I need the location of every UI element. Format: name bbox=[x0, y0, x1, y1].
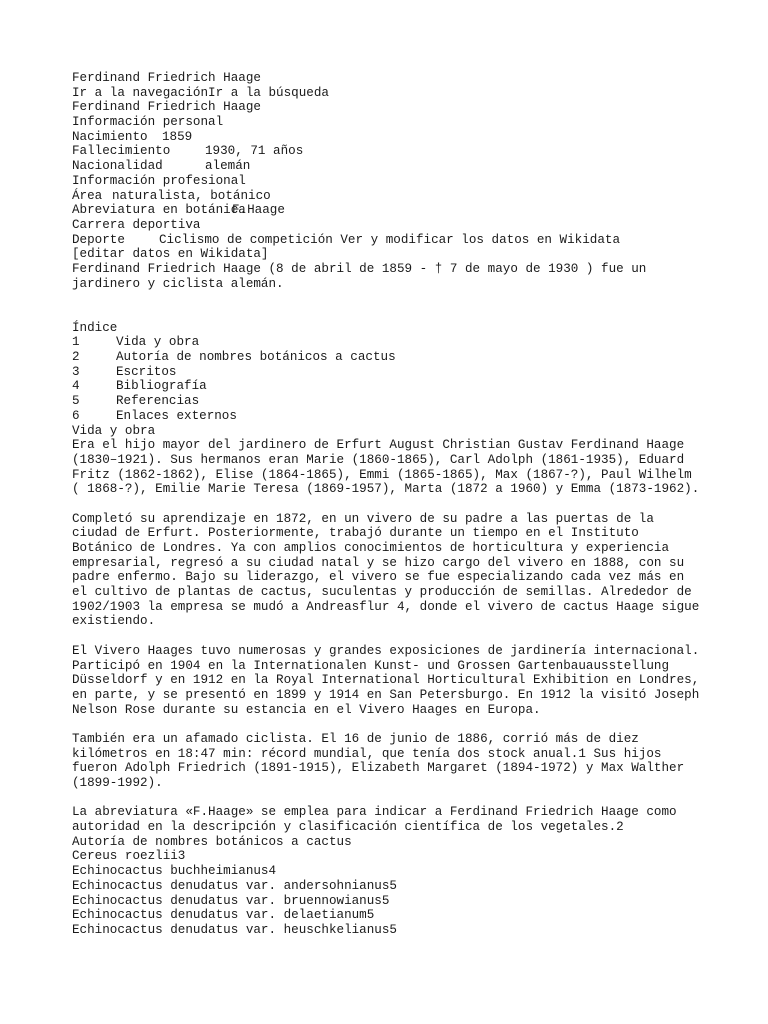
area-value[interactable]: naturalista, botánico bbox=[112, 188, 271, 203]
paragraph-line: (1899-1992). bbox=[72, 776, 163, 791]
toc-item[interactable] bbox=[72, 379, 702, 394]
paragraph-line: 1902/1903 la empresa se mudó a Andreasflur 4, donde el vivero de cactus Haage sigue bbox=[72, 599, 700, 614]
death-label: Fallecimiento bbox=[72, 144, 171, 159]
toc-item-label[interactable]: Referencias bbox=[116, 394, 200, 409]
toc-item[interactable] bbox=[72, 350, 702, 365]
edit-wikidata-link[interactable]: [editar datos en Wikidata] bbox=[72, 247, 269, 262]
paragraph-line: el cultivo de plantas de cactus, suculentas y producción de semillas. Alrededor de bbox=[72, 585, 692, 600]
toc-item-number: 5 bbox=[72, 394, 80, 409]
paragraph-line: fueron Adolph Friedrich (1891-1915), Elizabeth Margaret (1894-1972) y Max Walther bbox=[72, 761, 685, 776]
infobox-professional-heading: Información profesional bbox=[72, 173, 246, 188]
infobox bbox=[72, 115, 702, 262]
paragraph-line: Botánico de Londres. Ya con amplios conocimientos de horticultura y experiencia bbox=[72, 541, 670, 556]
paragraph-abbreviation bbox=[72, 805, 702, 834]
list-item[interactable]: Echinocactus denudatus var. bruennowianus5 bbox=[72, 893, 390, 908]
toc-item[interactable] bbox=[72, 335, 702, 350]
paragraph-line: padre enfermo. Bajo su liderazgo, el vivero se fue especializando cada vez más en bbox=[72, 570, 685, 585]
paragraph-cycling bbox=[72, 732, 702, 791]
paragraph-line: (1830–1921). Sus hermanos eran Marie (1860-1865), Carl Adolph (1861-1935), Eduard bbox=[72, 452, 685, 467]
intro-line: jardinero y ciclista alemán. bbox=[72, 276, 284, 291]
list-item[interactable]: Echinocactus denudatus var. andersohnianus5 bbox=[72, 878, 397, 893]
paragraph-line: existiendo. bbox=[72, 614, 156, 629]
toc-item-label[interactable]: Bibliografía bbox=[116, 379, 207, 394]
paragraph-career bbox=[72, 512, 702, 630]
area-label: Área bbox=[72, 188, 103, 203]
toc-item[interactable] bbox=[72, 365, 702, 380]
toc-item-number: 3 bbox=[72, 364, 80, 379]
section-heading-life: Vida y obra bbox=[72, 423, 156, 438]
toc-item-number: 6 bbox=[72, 408, 80, 423]
paragraph-line: La abreviatura «F.Haage» se emplea para indicar a Ferdinand Friedrich Haage como bbox=[72, 805, 677, 820]
toc-item-label[interactable]: Escritos bbox=[116, 364, 177, 379]
toc-item-number: 1 bbox=[72, 335, 80, 350]
sport-value[interactable]: Ciclismo de competición Ver y modificar los datos en Wikidata bbox=[159, 232, 621, 247]
toc-item[interactable] bbox=[72, 394, 702, 409]
paragraph-line: ciudad de Erfurt. Posteriormente, trabajó durante un tiempo en el Instituto bbox=[72, 526, 639, 541]
sport-label: Deporte bbox=[72, 232, 125, 247]
abbrev-label: Abreviatura en botánica bbox=[72, 203, 246, 218]
infobox-abbrev-row bbox=[72, 203, 702, 218]
toc-item-label[interactable]: Enlaces externos bbox=[116, 408, 237, 423]
intro-line: Ferdinand Friedrich Haage (8 de abril de 1859 - † 7 de mayo de 1930 ) fue un bbox=[72, 261, 647, 276]
infobox-birth-row bbox=[72, 130, 702, 145]
birth-label: Nacimiento bbox=[72, 129, 148, 144]
intro-paragraph bbox=[72, 262, 702, 291]
infobox-nationality-row bbox=[72, 159, 702, 174]
paragraph-line: Completó su aprendizaje en 1872, en un vivero de su padre a las puertas de la bbox=[72, 511, 654, 526]
toc-heading: Índice bbox=[72, 320, 118, 335]
abbrev-value[interactable]: F.Haage bbox=[232, 203, 285, 218]
section-heading-botanical-names: Autoría de nombres botánicos a cactus bbox=[72, 834, 352, 849]
toc-item-number: 4 bbox=[72, 379, 80, 394]
list-item[interactable]: Echinocactus denudatus var. heuschkelianus5 bbox=[72, 922, 397, 937]
infobox-title: Ferdinand Friedrich Haage bbox=[72, 100, 261, 115]
paragraph-line: autoridad en la descripción y clasificación científica de los vegetales.2 bbox=[72, 820, 624, 835]
birth-value: 1859 bbox=[162, 129, 193, 144]
paragraph-line: También era un afamado ciclista. El 16 de junio de 1886, corrió más de diez bbox=[72, 731, 639, 746]
skip-navigation-links[interactable]: Ir a la navegaciónIr a la búsqueda bbox=[72, 85, 329, 100]
death-value: 1930, 71 años bbox=[205, 144, 304, 159]
infobox-personal-heading: Información personal bbox=[72, 115, 224, 130]
toc-item-label[interactable]: Autoría de nombres botánicos a cactus bbox=[116, 350, 396, 365]
page-title: Ferdinand Friedrich Haage bbox=[72, 71, 261, 85]
table-of-contents bbox=[72, 321, 702, 424]
article-page bbox=[72, 71, 702, 938]
list-item[interactable]: Echinocactus buchheimianus4 bbox=[72, 864, 277, 879]
toc-item[interactable] bbox=[72, 409, 702, 424]
nationality-value[interactable]: alemán bbox=[205, 159, 251, 174]
paragraph-line: Era el hijo mayor del jardinero de Erfurt August Christian Gustav Ferdinand Haage bbox=[72, 438, 685, 453]
botanical-names-list bbox=[72, 849, 702, 937]
toc-item-number: 2 bbox=[72, 350, 80, 365]
paragraph-line: Participó en 1904 en la Internationalen Kunst- und Grossen Gartenbauausstellung bbox=[72, 658, 670, 673]
infobox-sport-heading: Carrera deportiva bbox=[72, 217, 201, 232]
paragraph-line: Nelson Rose durante su estancia en el Vivero Haages en Europa. bbox=[72, 702, 541, 717]
paragraph-exhibitions bbox=[72, 644, 702, 717]
toc-item-label[interactable]: Vida y obra bbox=[116, 335, 200, 350]
list-item[interactable]: Cereus roezlii3 bbox=[72, 849, 186, 864]
paragraph-line: en parte, y se presentó en 1899 y 1914 en San Petersburgo. En 1912 la visitó Joseph bbox=[72, 687, 700, 702]
nationality-label: Nacionalidad bbox=[72, 159, 163, 174]
paragraph-line: empresarial, regresó a su ciudad natal y se hizo cargo del vivero en 1888, con su bbox=[72, 555, 685, 570]
paragraph-line: El Vivero Haages tuvo numerosas y grandes exposiciones de jardinería internacional. bbox=[72, 643, 700, 658]
infobox-sport-row bbox=[72, 233, 702, 248]
paragraph-line: Fritz (1862-1862), Elise (1864-1865), Emmi (1865-1865), Max (1867-?), Paul Wilhelm bbox=[72, 467, 692, 482]
infobox-death-row bbox=[72, 144, 702, 159]
paragraph-line: kilómetros en 18:47 min: récord mundial, que tenía dos stock anual.1 Sus hijos bbox=[72, 746, 662, 761]
infobox-area-row bbox=[72, 189, 702, 204]
paragraph-family bbox=[72, 438, 702, 497]
paragraph-line: Düsseldorf y en 1912 en la Royal International Horticultural Exhibition en Londres, bbox=[72, 673, 700, 688]
paragraph-line: ( 1868-?), Emilie Marie Teresa (1869-1957), Marta (1872 a 1960) y Emma (1873-1962). bbox=[72, 482, 700, 497]
list-item[interactable]: Echinocactus denudatus var. delaetianum5 bbox=[72, 908, 375, 923]
